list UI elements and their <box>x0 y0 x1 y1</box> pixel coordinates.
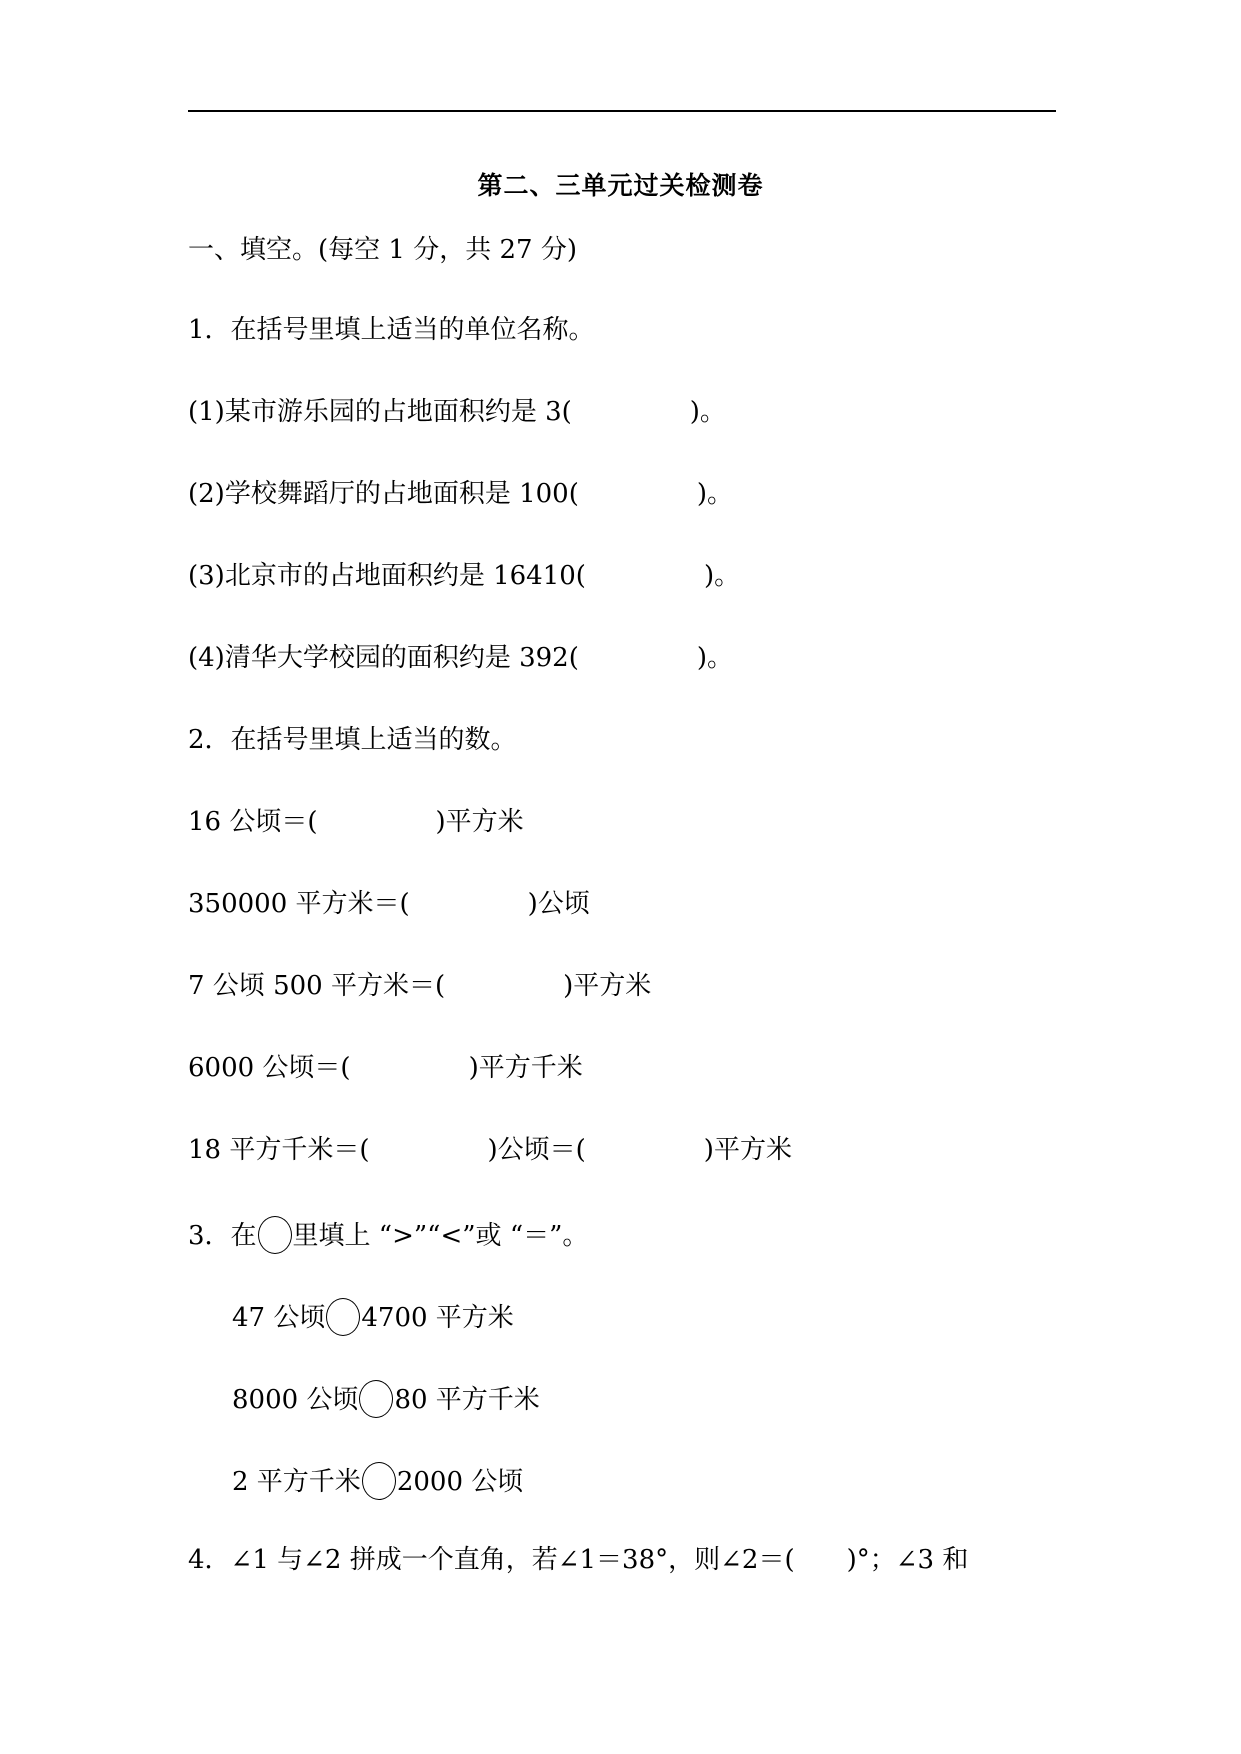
q1-item-4 <box>188 642 733 674</box>
q4-text-cont: )°；∠3 和 <box>846 1545 969 1575</box>
page-title: 第二、三单元过关检测卷 <box>477 171 764 200</box>
q2-item-5-mid: )公顷＝( <box>487 1135 586 1165</box>
q4-stem <box>188 1544 968 1576</box>
compare-circle-input[interactable] <box>362 1462 396 1500</box>
q1-item-1-text: (1)某市游乐园的占地面积约是 3( <box>188 397 572 427</box>
q1-item-3 <box>188 560 740 592</box>
compare-circle-input[interactable] <box>326 1298 360 1336</box>
q1-stem: 1．在括号里填上适当的单位名称。 <box>188 315 595 345</box>
q1-item-1 <box>188 396 726 428</box>
q2-item-4-unit: )平方千米 <box>468 1053 583 1083</box>
q2-item-1-unit: )平方米 <box>435 807 524 837</box>
q3-item-2-right: 80 平方千米 <box>394 1385 540 1415</box>
q2-item-2-unit: )公顷 <box>527 889 590 919</box>
q3-item-1 <box>232 1298 514 1336</box>
q3-stem <box>188 1216 588 1254</box>
q1-item-2-text: (2)学校舞蹈厅的占地面积是 100( <box>188 479 579 509</box>
q1-item-3-close: )。 <box>703 561 741 591</box>
q2-stem: 2．在括号里填上适当的数。 <box>188 725 517 755</box>
q3-item-3-left: 2 平方千米 <box>232 1467 361 1497</box>
q1-item-2-close: )。 <box>696 479 734 509</box>
q4-text: 4．∠1 与∠2 拼成一个直角，若∠1＝38°，则∠2＝( <box>188 1545 795 1575</box>
q2-item-3 <box>188 970 651 1002</box>
q2-item-1 <box>188 806 524 838</box>
q3-item-2 <box>232 1380 540 1418</box>
compare-circle-icon <box>258 1216 292 1254</box>
compare-circle-input[interactable] <box>359 1380 393 1418</box>
header-rule <box>188 110 1056 112</box>
q1-item-1-close: )。 <box>689 397 726 427</box>
q3-stem-post: 里填上 “>”“<”或 “＝”。 <box>292 1221 589 1251</box>
q2-item-1-text: 16 公顷＝( <box>188 807 318 837</box>
q1-item-3-text: (3)北京市的占地面积约是 16410( <box>188 561 586 591</box>
q3-stem-pre: 3．在 <box>188 1221 257 1251</box>
q2-item-3-unit: )平方米 <box>563 971 652 1001</box>
q3-item-1-left: 47 公顷 <box>232 1303 326 1333</box>
q1-item-4-close: )。 <box>696 643 734 673</box>
section-heading: 一、填空。(每空 1 分，共 27 分) <box>188 235 577 265</box>
q2-item-3-text: 7 公顷 500 平方米＝( <box>188 971 446 1001</box>
q3-item-1-right: 4700 平方米 <box>361 1303 514 1333</box>
q3-item-3-right: 2000 公顷 <box>396 1467 524 1497</box>
q2-item-5 <box>188 1134 792 1166</box>
q1-item-2 <box>188 478 733 510</box>
q2-item-5-text: 18 平方千米＝( <box>188 1135 370 1165</box>
q2-item-2-text: 350000 平方米＝( <box>188 889 410 919</box>
q3-item-3 <box>232 1462 523 1500</box>
q2-item-4-text: 6000 公顷＝( <box>188 1053 351 1083</box>
q3-item-2-left: 8000 公顷 <box>232 1385 359 1415</box>
q2-item-4 <box>188 1052 583 1084</box>
q2-item-2 <box>188 888 590 920</box>
q1-item-4-text: (4)清华大学校园的面积约是 392( <box>188 643 579 673</box>
q2-item-5-unit: )平方米 <box>703 1135 792 1165</box>
